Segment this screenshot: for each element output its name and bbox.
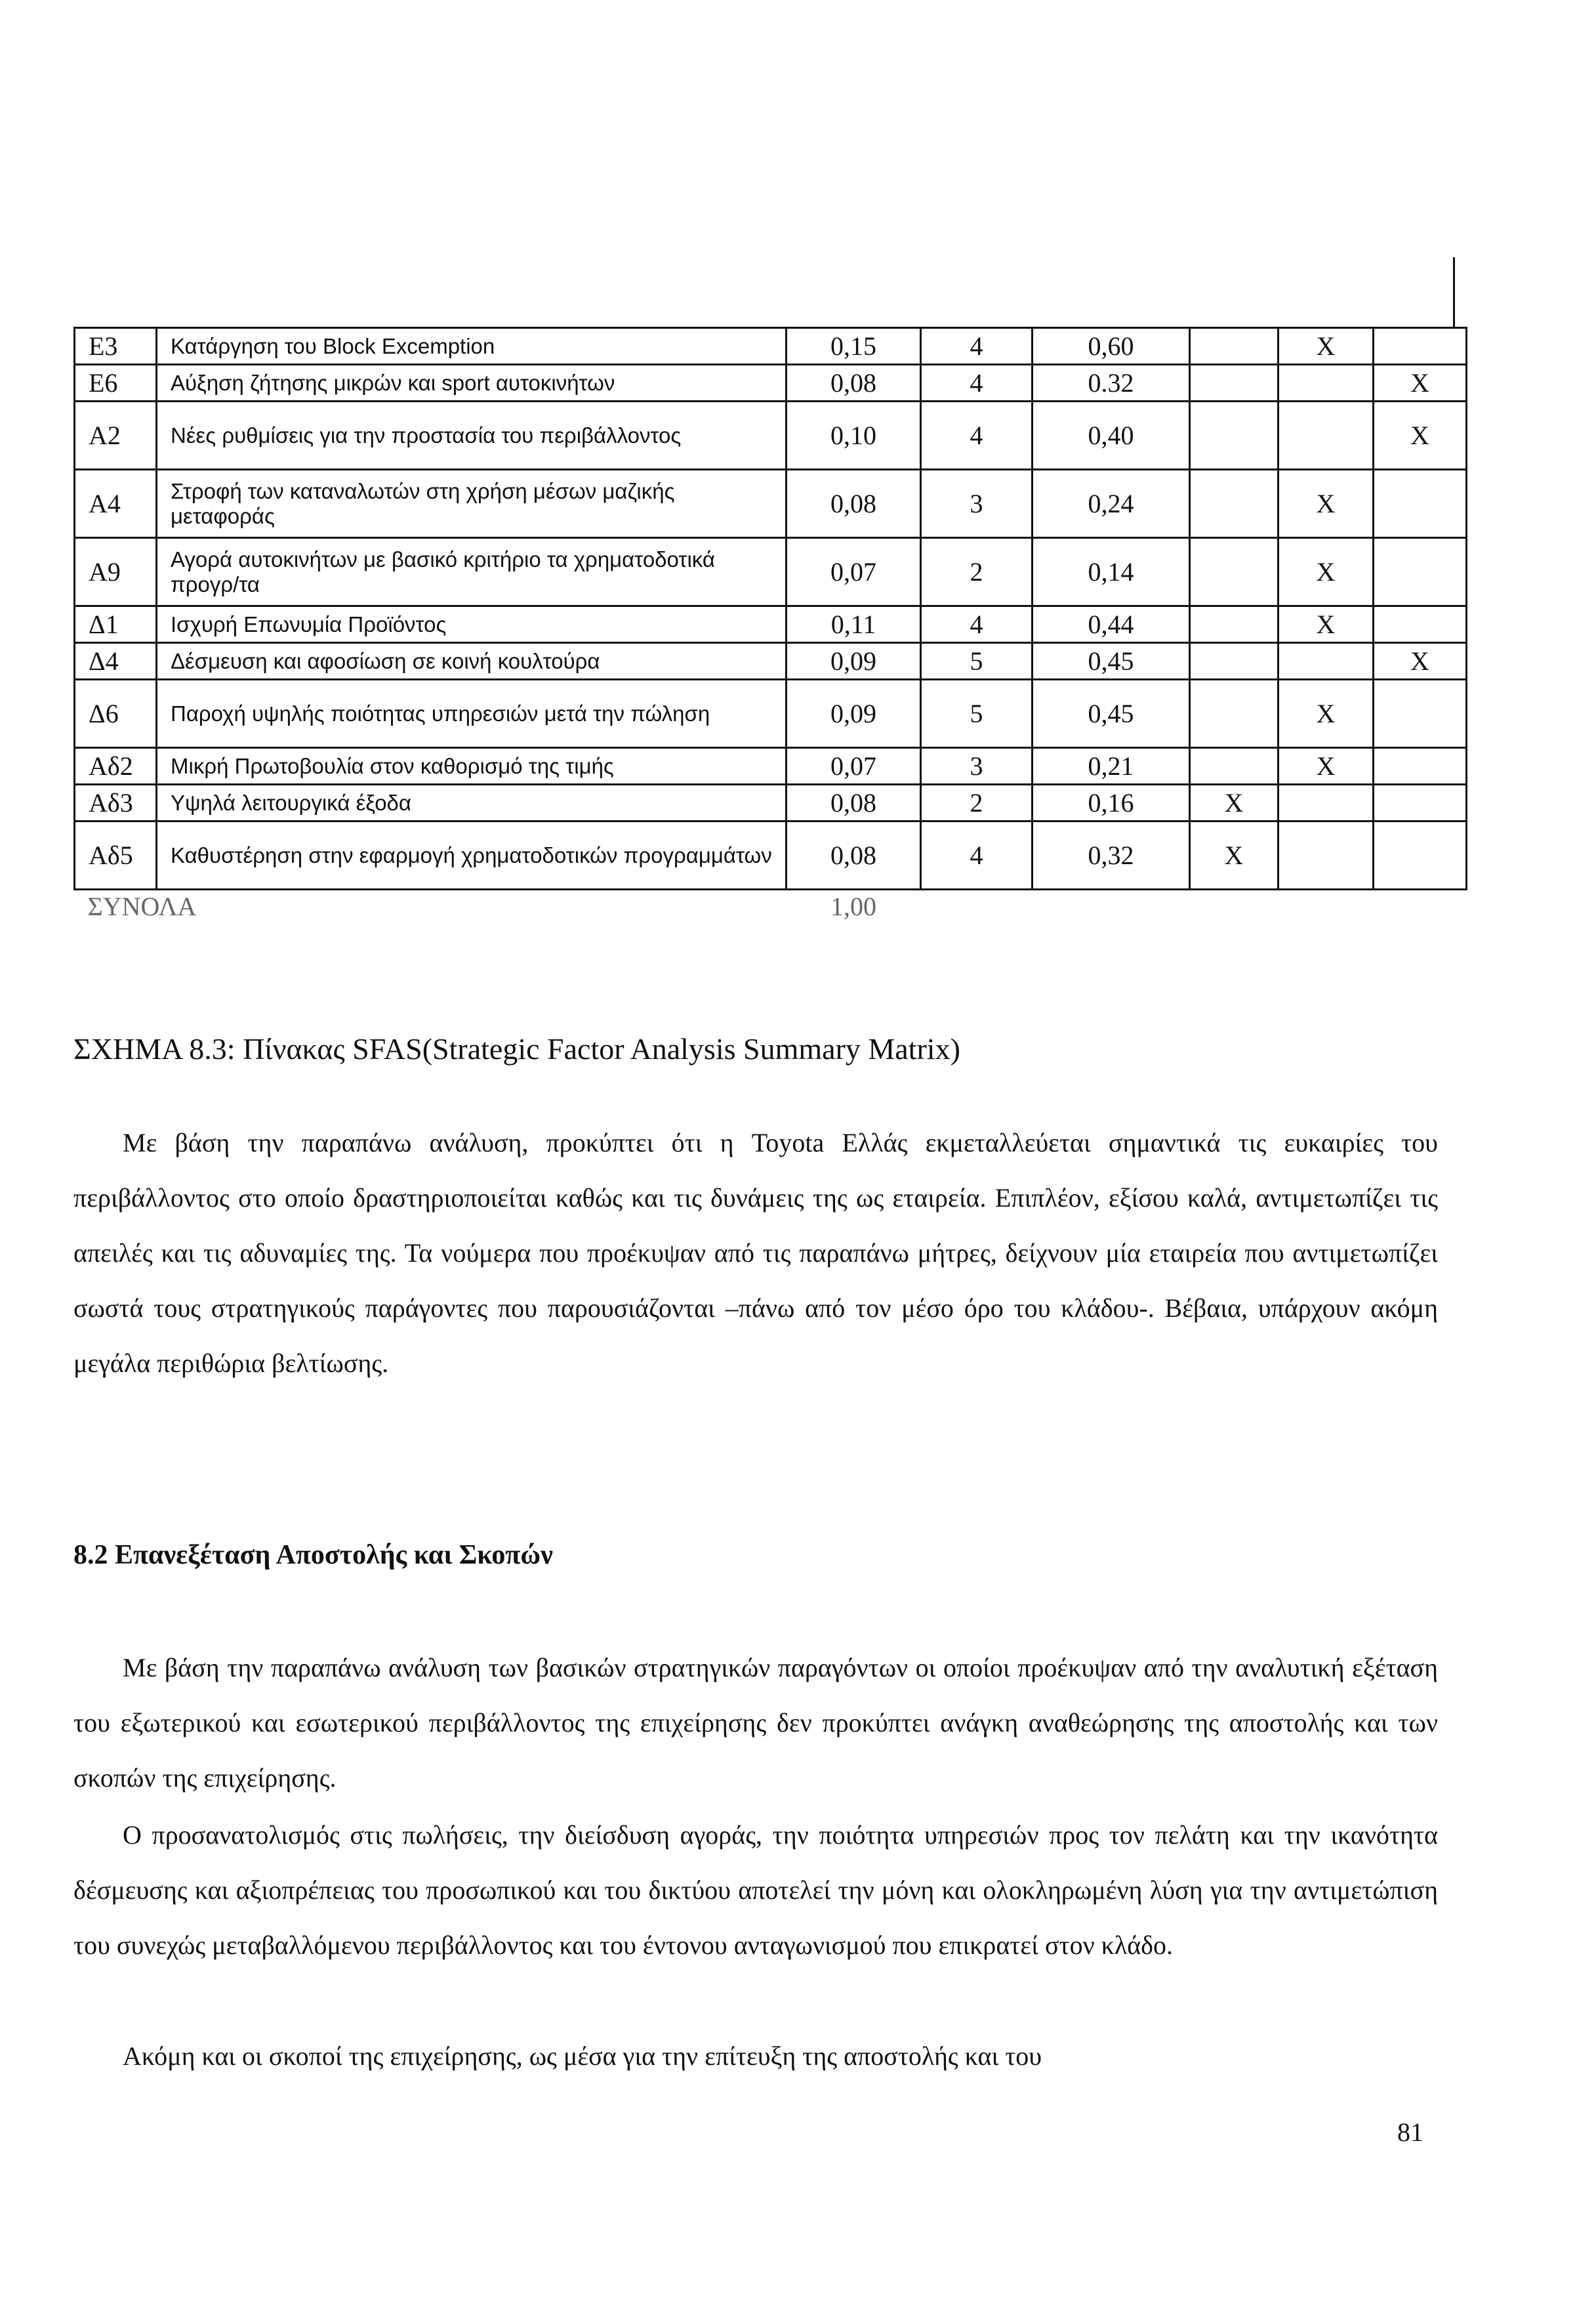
long-term-mark-cell — [1374, 328, 1467, 365]
long-term-mark-cell — [1374, 470, 1467, 538]
orientation-paragraph: Ο προσανατολισμός στις πωλήσεις, την διείσδυση αγοράς, την ποιότητα υπηρεσιών προς τον πελάτη και την ικανότητα δέσμευσης και αξιοπρέπειας του προσωπικού και του δικτύου αποτελεί την μόνη και ολοκληρωμένη λύση για την αντιμετώπιση του συνεχώς μεταβαλλόμενου περιβάλλοντος και του έντονου ανταγωνισμού που επικρατεί στον κλάδο. — [73, 1820, 1438, 1960]
weighted-score-cell: 0,21 — [1033, 748, 1190, 785]
weight-cell: 0,08 — [787, 785, 921, 821]
rating-cell: 5 — [921, 680, 1033, 748]
table-row — [75, 365, 1467, 402]
factor-name-cell: Μικρή Πρωτοβουλία στον καθορισμό της τιμής — [157, 748, 787, 785]
medium-term-mark-cell — [1279, 821, 1374, 890]
factor-code-cell: Δ6 — [75, 680, 157, 748]
section-heading: 8.2 Επανεξέταση Αποστολής και Σκοπών — [73, 1540, 553, 1570]
factor-code-cell: Δ1 — [75, 606, 157, 643]
weighted-score-cell: 0,16 — [1033, 785, 1190, 821]
sfas-table — [73, 327, 1467, 923]
medium-term-mark-cell — [1279, 785, 1374, 821]
long-term-mark-cell — [1374, 748, 1467, 785]
long-term-mark-cell — [1374, 785, 1467, 821]
rating-cell: 4 — [921, 402, 1033, 470]
long-term-mark-cell — [1374, 821, 1467, 890]
factor-code-cell: Αδ3 — [75, 785, 157, 821]
weighted-score-cell: 0,40 — [1033, 402, 1190, 470]
weighted-score-cell: 0,45 — [1033, 680, 1190, 748]
factor-code-cell: Αδ5 — [75, 821, 157, 890]
medium-term-mark-cell: X — [1279, 748, 1374, 785]
factor-name-cell: Δέσμευση και αφοσίωση σε κοινή κουλτούρα — [157, 643, 787, 680]
rating-cell: 2 — [921, 538, 1033, 606]
medium-term-mark-cell — [1279, 365, 1374, 402]
short-term-mark-cell — [1190, 402, 1279, 470]
weight-cell: 0,08 — [787, 470, 921, 538]
factor-code-cell: Α9 — [75, 538, 157, 606]
factor-code-cell: Ε3 — [75, 328, 157, 365]
totals-label: ΣΥΝΟΛΑ — [87, 892, 197, 921]
table-row — [75, 680, 1467, 748]
weight-cell: 0,09 — [787, 680, 921, 748]
medium-term-mark-cell: X — [1279, 328, 1374, 365]
short-term-mark-cell — [1190, 680, 1279, 748]
rating-cell: 3 — [921, 470, 1033, 538]
totals-row — [75, 890, 1467, 924]
medium-term-mark-cell: X — [1279, 680, 1374, 748]
long-term-mark-cell — [1374, 538, 1467, 606]
totals-empty — [921, 890, 1467, 924]
goals-paragraph: Ακόμη και οι σκοποί της επιχείρησης, ως μέσα για την επίτευξη της αποστολής και του — [123, 2041, 1042, 2071]
weight-cell: 0,07 — [787, 538, 921, 606]
short-term-mark-cell — [1190, 748, 1279, 785]
table-edge-line — [1453, 257, 1455, 328]
table-row — [75, 470, 1467, 538]
weighted-score-cell: 0,45 — [1033, 643, 1190, 680]
rating-cell: 4 — [921, 606, 1033, 643]
weighted-score-cell: 0,24 — [1033, 470, 1190, 538]
sfas-table-body — [75, 328, 1467, 924]
weighted-score-cell: 0,14 — [1033, 538, 1190, 606]
medium-term-mark-cell — [1279, 402, 1374, 470]
table-row — [75, 643, 1467, 680]
table-row — [75, 538, 1467, 606]
table-row — [75, 821, 1467, 890]
weight-cell: 0,15 — [787, 328, 921, 365]
medium-term-mark-cell: X — [1279, 470, 1374, 538]
short-term-mark-cell — [1190, 643, 1279, 680]
short-term-mark-cell — [1190, 365, 1279, 402]
long-term-mark-cell — [1374, 606, 1467, 643]
rating-cell: 4 — [921, 328, 1033, 365]
short-term-mark-cell — [1190, 538, 1279, 606]
table-row — [75, 328, 1467, 365]
weight-cell: 0,07 — [787, 748, 921, 785]
long-term-mark-cell: X — [1374, 643, 1467, 680]
figure-caption: ΣΧΗΜΑ 8.3: Πίνακας SFAS(Strategic Factor Analysis Summary Matrix) — [73, 1032, 960, 1066]
factor-code-cell: Α2 — [75, 402, 157, 470]
weight-cell: 0,08 — [787, 365, 921, 402]
weighted-score-cell: 0,32 — [1033, 821, 1190, 890]
short-term-mark-cell — [1190, 470, 1279, 538]
short-term-mark-cell — [1190, 606, 1279, 643]
factor-name-cell: Κατάργηση του Block Excemption — [157, 328, 787, 365]
weighted-score-cell: 0,60 — [1033, 328, 1190, 365]
review-paragraph: Με βάση την παραπάνω ανάλυση των βασικών στρατηγικών παραγόντων οι οποίοι προέκυψαν από την αναλυτική εξέταση του εξωτερικού και εσωτερικού περιβάλλοντος της επιχείρησης δεν προκύπτει ανάγκη αναθεώρησης της αποστολής και των σκοπών της επιχείρησης. — [73, 1653, 1438, 1793]
factor-name-cell: Νέες ρυθμίσεις για την προστασία του περιβάλλοντος — [157, 402, 787, 470]
medium-term-mark-cell: X — [1279, 538, 1374, 606]
rating-cell: 3 — [921, 748, 1033, 785]
factor-name-cell: Στροφή των καταναλωτών στη χρήση μέσων μαζικής μεταφοράς — [157, 470, 787, 538]
factor-name-cell: Αύξηση ζήτησης μικρών και sport αυτοκινήτων — [157, 365, 787, 402]
short-term-mark-cell — [1190, 328, 1279, 365]
factor-name-cell: Παροχή υψηλής ποιότητας υπηρεσιών μετά την πώληση — [157, 680, 787, 748]
factor-code-cell: Ε6 — [75, 365, 157, 402]
weight-cell: 0,08 — [787, 821, 921, 890]
weight-cell: 0,09 — [787, 643, 921, 680]
long-term-mark-cell: X — [1374, 402, 1467, 470]
factor-code-cell: Αδ2 — [75, 748, 157, 785]
short-term-mark-cell: X — [1190, 785, 1279, 821]
long-term-mark-cell: X — [1374, 365, 1467, 402]
factor-name-cell: Ισχυρή Επωνυμία Προϊόντος — [157, 606, 787, 643]
rating-cell: 5 — [921, 643, 1033, 680]
page-number: 81 — [1397, 2117, 1423, 2147]
weight-cell: 0,10 — [787, 402, 921, 470]
medium-term-mark-cell: X — [1279, 606, 1374, 643]
table-row — [75, 785, 1467, 821]
rating-cell: 4 — [921, 365, 1033, 402]
weight-cell: 0,11 — [787, 606, 921, 643]
long-term-mark-cell — [1374, 680, 1467, 748]
medium-term-mark-cell — [1279, 643, 1374, 680]
table-row — [75, 402, 1467, 470]
factor-code-cell: Α4 — [75, 470, 157, 538]
table-row — [75, 606, 1467, 643]
factor-code-cell: Δ4 — [75, 643, 157, 680]
weighted-score-cell: 0.32 — [1033, 365, 1190, 402]
factor-name-cell: Αγορά αυτοκινήτων με βασικό κριτήριο τα χρηματοδοτικά προγρ/τα — [157, 538, 787, 606]
rating-cell: 2 — [921, 785, 1033, 821]
rating-cell: 4 — [921, 821, 1033, 890]
short-term-mark-cell: X — [1190, 821, 1279, 890]
weighted-score-cell: 0,44 — [1033, 606, 1190, 643]
conclusion-paragraph: Με βάση την παραπάνω ανάλυση, προκύπτει ότι η Toyota Ελλάς εκμεταλλεύεται σημαντικά τις ευκαιρίες του περιβάλλοντος στο οποίο δραστηριοποιείται καθώς και τις δυνάμεις της ως εταιρεία. Επιπλέον, εξίσου καλά, αντιμετωπίζει τις απειλές και τις αδυναμίες της. Τα νούμερα που προέκυψαν από τις παραπάνω μήτρες, δείχνουν μία εταιρεία που αντιμετωπίζει σωστά τους στρατηγικούς παράγοντες που παρουσιάζονται –πάνω από τον μέσο όρο του κλάδου-. Βέβαια, υπάρχουν ακόμη μεγάλα περιθώρια βελτίωσης. — [73, 1128, 1438, 1378]
table-row — [75, 748, 1467, 785]
totals-weight: 1,00 — [830, 892, 876, 921]
factor-name-cell: Υψηλά λειτουργικά έξοδα — [157, 785, 787, 821]
factor-name-cell: Καθυστέρηση στην εφαρμογή χρηματοδοτικών προγραμμάτων — [157, 821, 787, 890]
